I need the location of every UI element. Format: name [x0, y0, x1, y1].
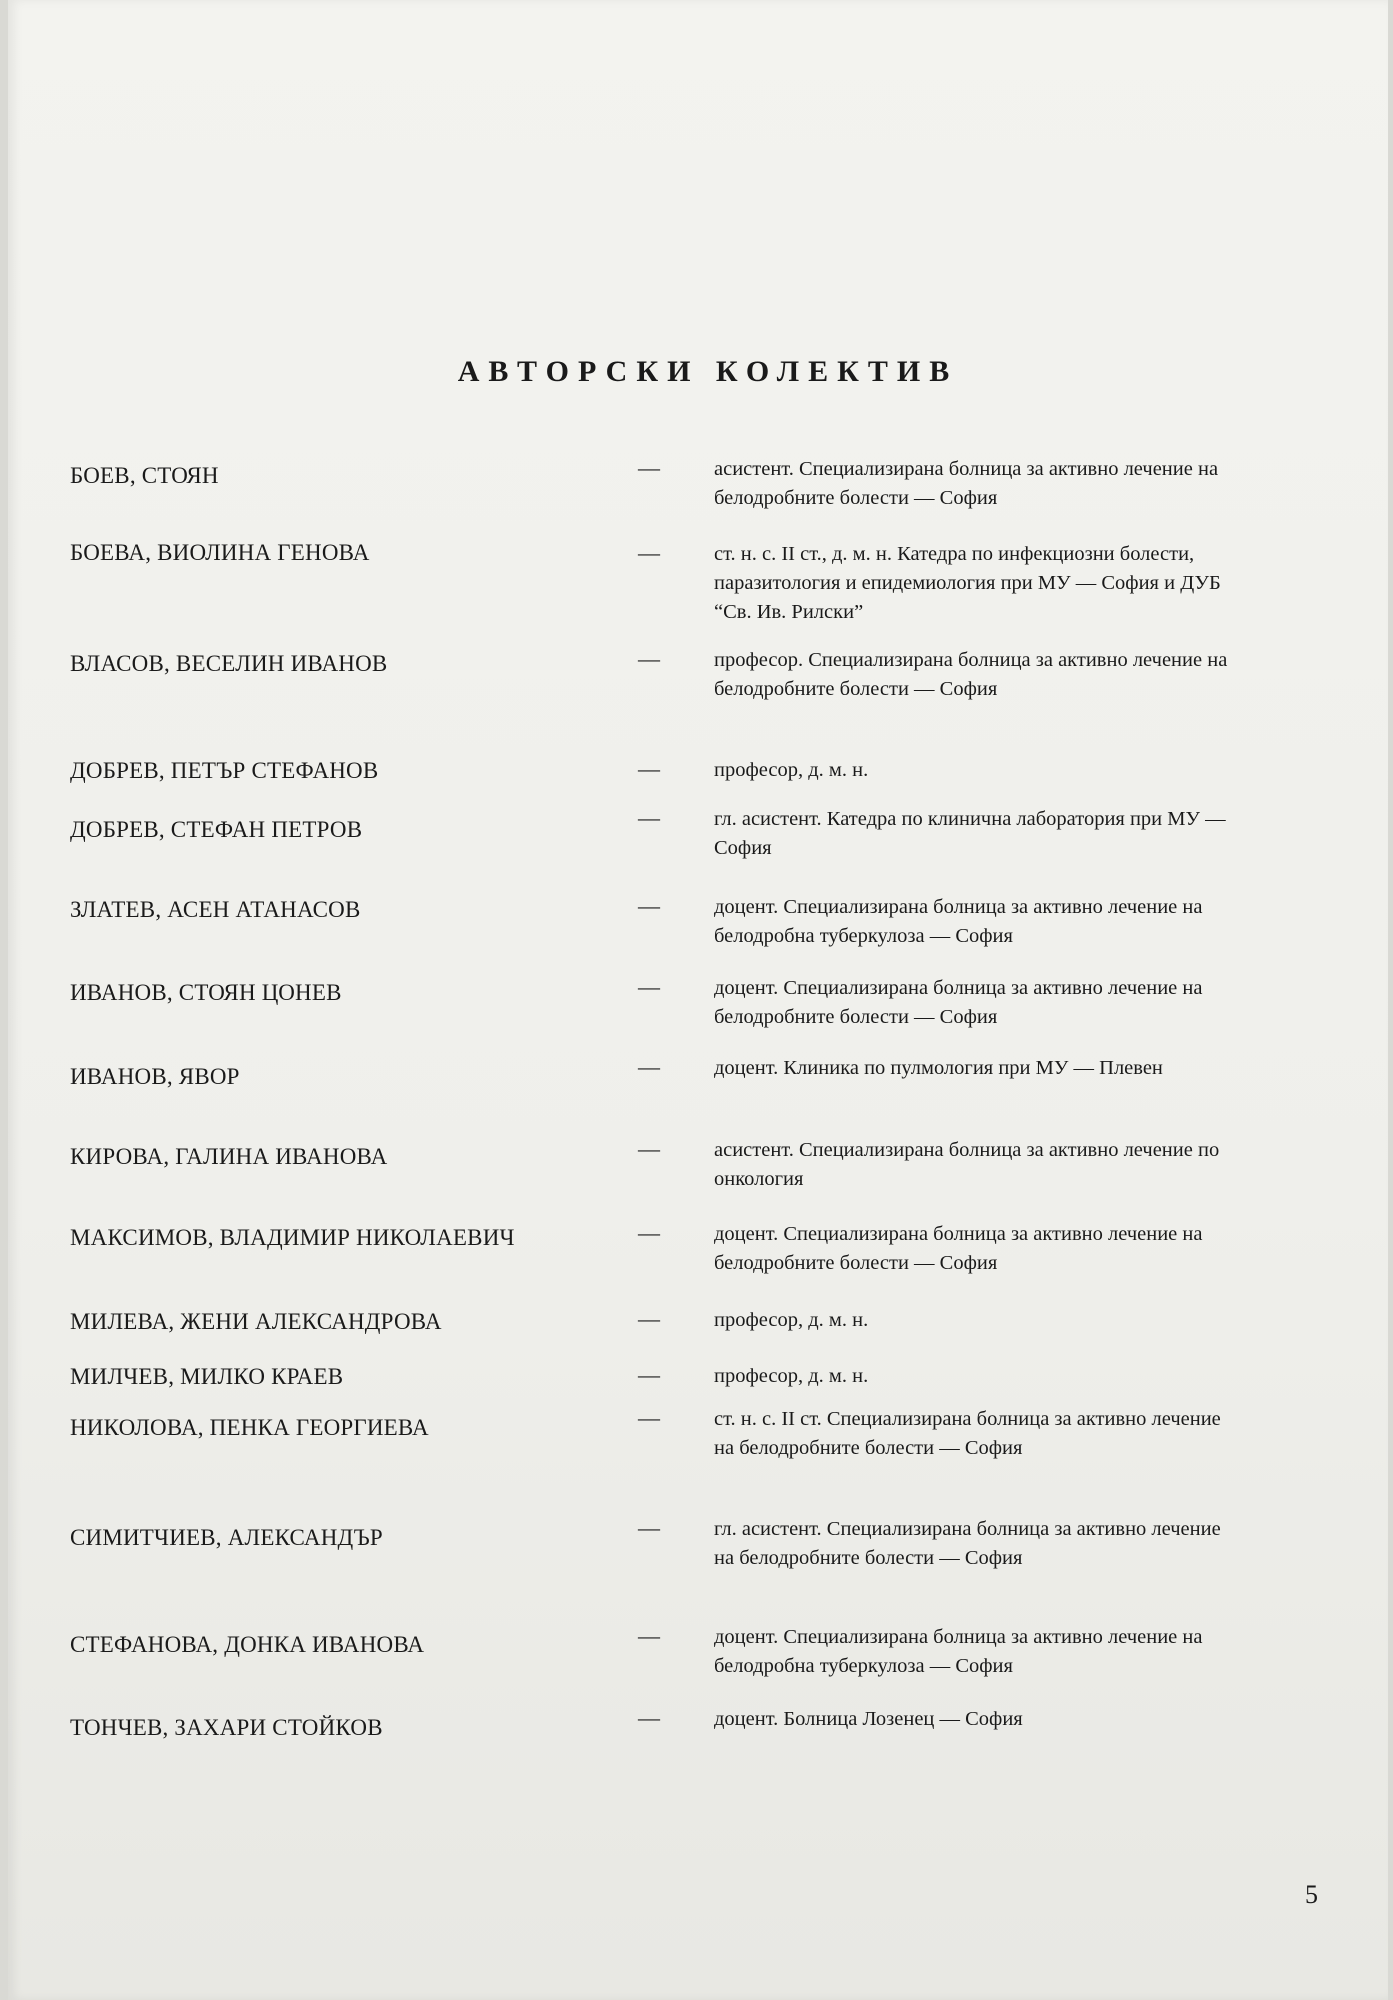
author-name: БОЕВА, ВИОЛИНА ГЕНОВА	[70, 540, 370, 565]
dash-separator: —	[638, 1623, 660, 1648]
dash-separator: —	[638, 805, 660, 830]
dash-separator: —	[638, 1220, 660, 1245]
author-description: гл. асистент. Катедра по клинична лаборатория при МУ — София	[714, 808, 1226, 859]
author-name: МИЛЕВА, ЖЕНИ АЛЕКСАНДРОВА	[70, 1309, 442, 1334]
author-description: доцент. Специализирана болница за активно лечение на белодробните болести — София	[714, 977, 1203, 1028]
author-name: СИМИТЧИЕВ, АЛЕКСАНДЪР	[70, 1525, 383, 1550]
dash-separator: —	[638, 455, 660, 480]
author-name: КИРОВА, ГАЛИНА ИВАНОВА	[70, 1144, 388, 1169]
page-number: 5	[1305, 1880, 1318, 1909]
author-name: ИВАНОВ, СТОЯН ЦОНЕВ	[70, 980, 342, 1005]
author-name: МАКСИМОВ, ВЛАДИМИР НИКОЛАЕВИЧ	[70, 1225, 515, 1250]
dash-separator: —	[638, 1306, 660, 1331]
dash-separator: —	[638, 974, 660, 999]
dash-separator: —	[638, 646, 660, 671]
book-page	[8, 0, 1388, 2000]
author-description: ст. н. с. II ст., д. м. н. Катедра по инфекциозни болести, паразитология и епидемиология при МУ — София и ДУБ “Св. Ив. Рилски”	[714, 543, 1221, 623]
dash-separator: —	[638, 893, 660, 918]
dash-separator: —	[638, 756, 660, 781]
dash-separator: —	[638, 1362, 660, 1387]
author-description: гл. асистент. Специализирана болница за активно лечение на белодробните болести — София	[714, 1518, 1221, 1569]
author-name: НИКОЛОВА, ПЕНКА ГЕОРГИЕВА	[70, 1415, 429, 1440]
author-name: ТОНЧЕВ, ЗАХАРИ СТОЙКОВ	[70, 1715, 383, 1740]
author-name: БОЕВ, СТОЯН	[70, 463, 219, 488]
author-name: ДОБРЕВ, ПЕТЪР СТЕФАНОВ	[70, 758, 379, 783]
author-description: доцент. Специализирана болница за активно лечение на белодробна туберкулоза — София	[714, 896, 1203, 947]
author-description: доцент. Болница Лозенец — София	[714, 1708, 1023, 1730]
author-description: професор, д. м. н.	[714, 759, 869, 781]
dash-separator: —	[638, 1136, 660, 1161]
author-description: ст. н. с. II ст. Специализирана болница за активно лечение на белодробните болести — София	[714, 1408, 1221, 1459]
author-description: доцент. Клиника по пулмология при МУ — Плевен	[714, 1057, 1163, 1079]
author-name: ЗЛАТЕВ, АСЕН АТАНАСОВ	[70, 897, 361, 922]
dash-separator: —	[638, 1515, 660, 1540]
author-description: асистент. Специализирана болница за активно лечение на белодробните болести — София	[714, 458, 1219, 509]
author-name: ИВАНОВ, ЯВОР	[70, 1064, 240, 1089]
author-name: СТЕФАНОВА, ДОНКА ИВАНОВА	[70, 1632, 425, 1657]
author-description: доцент. Специализирана болница за активно лечение на белодробна туберкулоза — София	[714, 1626, 1203, 1677]
author-description: професор. Специализирана болница за активно лечение на белодробните болести — София	[714, 649, 1228, 700]
author-description: професор, д. м. н.	[714, 1309, 869, 1331]
dash-separator: —	[638, 1705, 660, 1730]
author-name: ВЛАСОВ, ВЕСЕЛИН ИВАНОВ	[70, 651, 388, 676]
page-title: АВТОРСКИ КОЛЕКТИВ	[457, 355, 959, 388]
dash-separator: —	[638, 540, 660, 565]
dash-separator: —	[638, 1054, 660, 1079]
author-description: асистент. Специализирана болница за активно лечение по онкология	[714, 1139, 1220, 1190]
author-name: ДОБРЕВ, СТЕФАН ПЕТРОВ	[70, 817, 363, 842]
author-description: доцент. Специализирана болница за активно лечение на белодробните болести — София	[714, 1223, 1203, 1274]
author-description: професор, д. м. н.	[714, 1365, 869, 1387]
author-name: МИЛЧЕВ, МИЛКО КРАЕВ	[70, 1364, 344, 1389]
dash-separator: —	[638, 1405, 660, 1430]
